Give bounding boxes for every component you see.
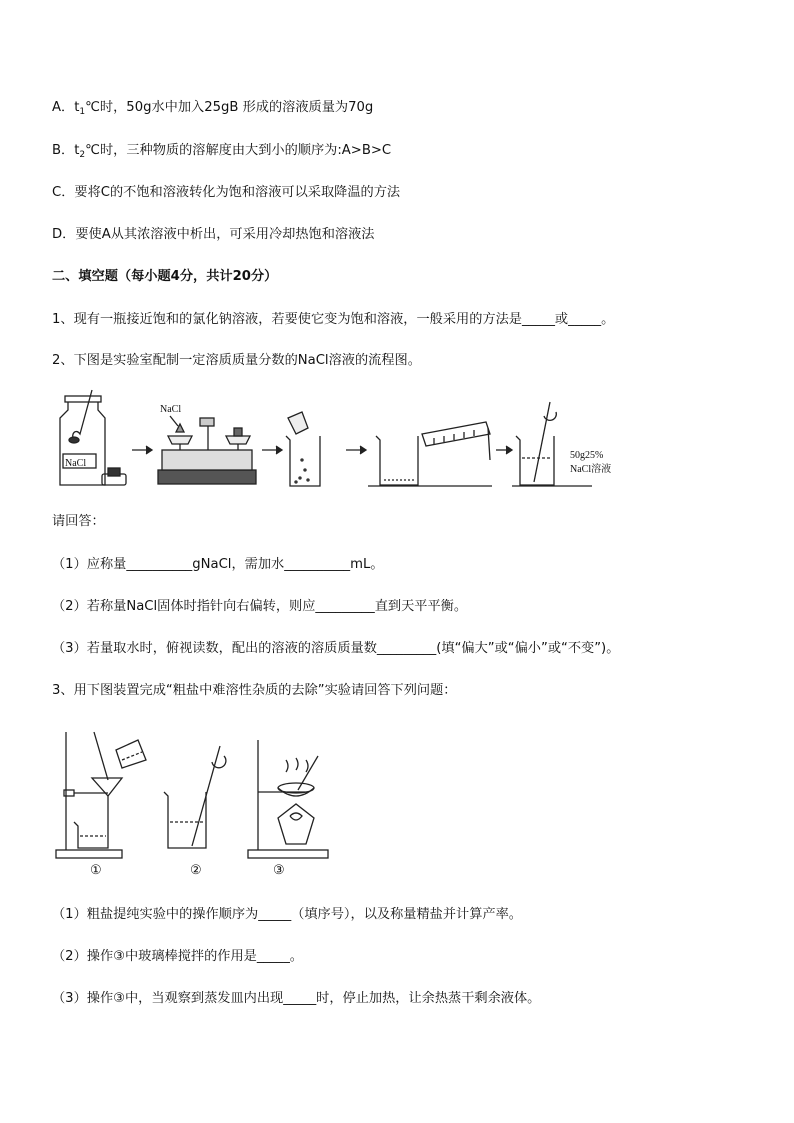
bottle-label: NaCl [65, 458, 87, 469]
flow-arrow-icon [496, 446, 512, 454]
question-2-sub3: （3）若量取水时，俯视读数，配出的溶液的溶质质量数_________(填“偏大”或“偏小”或“不变”)。 [52, 641, 620, 656]
figure-label-2: ② [190, 862, 202, 877]
flow-arrow-icon [346, 446, 366, 454]
filtration-apparatus-icon [56, 732, 146, 858]
option-b: B．$t_2℃$时，三种物质的溶解度由大到小的顺序为:A>B>C [52, 143, 392, 160]
question-2-sub1: （1）应称量__________gNaCl，需加水__________mL。 [52, 557, 384, 572]
nacl-preparation-figure [50, 388, 630, 498]
figure-label-1: ① [90, 862, 102, 877]
flow-arrow-icon [132, 446, 152, 454]
answer-prompt: 请回答： [52, 514, 105, 529]
reagent-bottle-icon [60, 390, 126, 485]
flow-arrow-icon [262, 446, 282, 454]
question-2-sub2: （2）若称量NaCl固体时指针向右偏转，则应_________直到天平平衡。 [52, 599, 468, 614]
dissolving-beaker-icon [164, 746, 226, 848]
question-1: 1、现有一瓶接近饱和的氯化钠溶液，若要使它变为饱和溶液，一般采用的方法是_____或_____。 [52, 312, 615, 327]
result-label-1: 50g25% [570, 450, 604, 461]
balance-icon [158, 416, 256, 484]
balance-label: NaCl [160, 404, 182, 415]
evaporation-apparatus-icon [248, 740, 328, 858]
question-3-sub1: （1）粗盐提纯实验中的操作顺序为_____（填序号），以及称量精盐并计算产率。 [52, 907, 522, 922]
question-3-stem: 3、用下图装置完成“粗盐中难溶性杂质的去除”实验请回答下列问题： [52, 683, 457, 698]
result-label-2: NaCl溶液 [570, 464, 612, 475]
salt-purification-figure [52, 720, 342, 880]
section-heading: 二、填空题（每小题4分，共计20分） [52, 269, 278, 284]
option-a: A．$t_1℃$时，50g水中加入25gB 形成的溶液质量为70g [52, 100, 374, 117]
option-c: C．要将C的不饱和溶液转化为饱和溶液可以采取降温的方法 [52, 185, 401, 200]
figure-label-3: ③ [273, 862, 285, 877]
question-3-sub2: （2）操作③中玻璃棒搅拌的作用是_____。 [52, 949, 303, 964]
question-2-stem: 2、下图是实验室配制一定溶质质量分数的NaCl溶液的流程图。 [52, 353, 421, 368]
option-d: D．要使A从其浓溶液中析出，可采用冷却热饱和溶液法 [52, 227, 375, 242]
measuring-cylinder-icon [368, 422, 492, 486]
beaker-icon [286, 412, 320, 486]
question-3-sub3: （3）操作③中，当观察到蒸发皿内出现_____时，停止加热，让余热蒸干剩余液体。 [52, 991, 541, 1006]
